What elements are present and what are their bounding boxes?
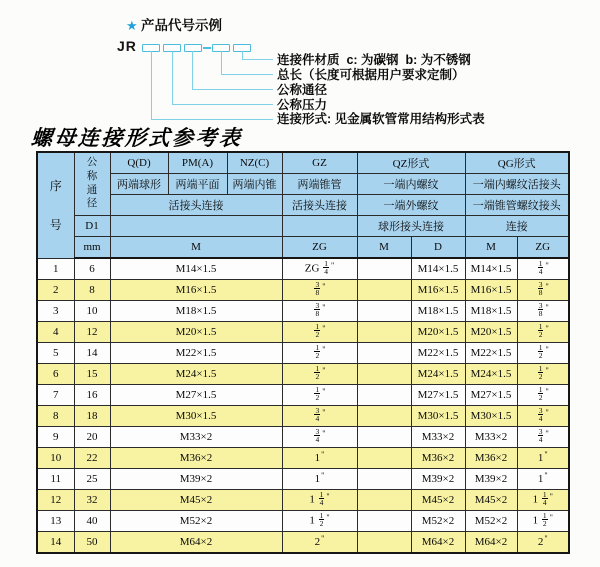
table-row bbox=[37, 322, 569, 343]
cell-dn: 20 bbox=[74, 427, 110, 448]
header-type-q: Q(D) bbox=[110, 152, 168, 174]
table-row bbox=[37, 301, 569, 322]
cell-dn: 14 bbox=[74, 343, 110, 364]
label-nominal-pressure: 公称压力 bbox=[277, 98, 328, 112]
inch-mark: " bbox=[545, 365, 549, 375]
header-thread-d: D bbox=[411, 237, 465, 259]
cell-dn: 50 bbox=[74, 532, 110, 554]
cell-qg_m: M24×1.5 bbox=[465, 364, 517, 385]
table-row bbox=[37, 343, 569, 364]
table-row bbox=[37, 258, 569, 280]
fraction: $\frac{1}{4}$ bbox=[542, 490, 547, 507]
inch-mark: " bbox=[545, 323, 549, 333]
cell-qg_zg: 1" bbox=[517, 448, 569, 469]
cell-qg_m: M64×2 bbox=[465, 532, 517, 554]
cell-no: 14 bbox=[37, 532, 74, 554]
inch-mark: " bbox=[544, 534, 548, 543]
cell-m: M33×2 bbox=[110, 427, 282, 448]
fraction: $\frac{3}{4}$ bbox=[538, 406, 543, 423]
inch-mark: " bbox=[544, 471, 548, 480]
inch-mark: " bbox=[545, 344, 549, 354]
cell-qz_d: M27×1.5 bbox=[411, 385, 465, 406]
cell-dn: 22 bbox=[74, 448, 110, 469]
cell-no: 10 bbox=[37, 448, 74, 469]
cell-qz_m bbox=[357, 406, 411, 427]
table-row bbox=[37, 364, 569, 385]
fraction: $\frac{1}{2}$ bbox=[315, 322, 320, 339]
cell-m: M45×2 bbox=[110, 490, 282, 511]
header-end-nz: 两端内锥 bbox=[227, 174, 282, 195]
inch-mark: " bbox=[545, 386, 549, 396]
fraction: $\frac{3}{4}$ bbox=[315, 427, 320, 444]
cell-qz_d: M18×1.5 bbox=[411, 301, 465, 322]
empty-cell bbox=[282, 216, 357, 237]
header-unit: mm bbox=[74, 237, 110, 259]
cell-qg_zg bbox=[517, 258, 569, 280]
cell-dn: 8 bbox=[74, 280, 110, 301]
cell-qg_m: M27×1.5 bbox=[465, 385, 517, 406]
cell-m: M18×1.5 bbox=[110, 301, 282, 322]
diagram-title: 产品代号示例 bbox=[141, 18, 222, 33]
inch-mark: " bbox=[545, 281, 549, 291]
inch-mark: " bbox=[322, 281, 326, 291]
fraction: $\frac{1}{2}$ bbox=[315, 385, 320, 402]
inch-mark: " bbox=[322, 323, 326, 333]
cell-gz bbox=[282, 343, 357, 364]
cell-dn: 16 bbox=[74, 385, 110, 406]
cell-no: 6 bbox=[37, 364, 74, 385]
cell-qz_d: M52×2 bbox=[411, 511, 465, 532]
header-thread-m2: M bbox=[357, 237, 411, 259]
cell-qz_d: M33×2 bbox=[411, 427, 465, 448]
fraction: $\frac{3}{8}$ bbox=[538, 280, 543, 297]
cell-qz_d: M39×2 bbox=[411, 469, 465, 490]
cell-qz_d: M36×2 bbox=[411, 448, 465, 469]
inch-mark: " bbox=[322, 302, 326, 312]
cell-gz bbox=[282, 406, 357, 427]
cell-m: M27×1.5 bbox=[110, 385, 282, 406]
inch-mark: " bbox=[326, 491, 330, 501]
inch-mark: " bbox=[322, 365, 326, 375]
header-end-q: 两端球形 bbox=[110, 174, 168, 195]
header-thread-zg2: ZG bbox=[517, 237, 569, 259]
header-thread-m3: M bbox=[465, 237, 517, 259]
header-type-pm: PM(A) bbox=[168, 152, 227, 174]
cell-qz_d: M20×1.5 bbox=[411, 322, 465, 343]
cell-m: M36×2 bbox=[110, 448, 282, 469]
cell-qz_m bbox=[357, 322, 411, 343]
header-conn-union: 活接头连接 bbox=[110, 195, 282, 216]
cell-qg_m: M52×2 bbox=[465, 511, 517, 532]
table-body bbox=[37, 258, 569, 553]
cell-qg_m: M14×1.5 bbox=[465, 258, 517, 280]
cell-qz_d: M30×1.5 bbox=[411, 406, 465, 427]
fraction: $\frac{3}{8}$ bbox=[315, 301, 320, 318]
cell-dn: 10 bbox=[74, 301, 110, 322]
cell-qg_zg bbox=[517, 427, 569, 448]
table-row bbox=[37, 427, 569, 448]
fraction: $\frac{1}{2}$ bbox=[315, 343, 320, 360]
header-type-qg: QG形式 bbox=[465, 152, 569, 174]
cell-qz_m bbox=[357, 385, 411, 406]
cell-gz bbox=[282, 322, 357, 343]
inch-mark: " bbox=[545, 302, 549, 312]
table-row bbox=[37, 448, 569, 469]
fraction: $\frac{3}{8}$ bbox=[315, 280, 320, 297]
inch-mark: " bbox=[326, 512, 330, 522]
fraction: $\frac{1}{4}$ bbox=[324, 259, 328, 276]
fraction: $\frac{1}{4}$ bbox=[319, 490, 324, 507]
table-row bbox=[37, 406, 569, 427]
header-thread-m1: M bbox=[110, 237, 282, 259]
fraction: $\frac{3}{4}$ bbox=[315, 406, 320, 423]
header-conn-qz: 一端外螺纹 bbox=[357, 195, 465, 216]
cell-no: 4 bbox=[37, 322, 74, 343]
inch-mark: " bbox=[322, 344, 326, 354]
header-end-gz: 两端锥管 bbox=[282, 174, 357, 195]
table-row bbox=[37, 469, 569, 490]
fraction: $\frac{1}{2}$ bbox=[538, 343, 543, 360]
inch-mark: " bbox=[545, 260, 549, 270]
fraction: $\frac{1}{2}$ bbox=[538, 322, 543, 339]
cell-no: 1 bbox=[37, 258, 74, 280]
inch-mark: " bbox=[322, 428, 326, 438]
cell-qg_m: M22×1.5 bbox=[465, 343, 517, 364]
cell-qz_d: M22×1.5 bbox=[411, 343, 465, 364]
inch-mark: " bbox=[549, 491, 553, 501]
cell-gz bbox=[282, 301, 357, 322]
cell-qg_m: M16×1.5 bbox=[465, 280, 517, 301]
label-connection-type: 连接形式: 见金属软管常用结构形式表 bbox=[277, 112, 485, 126]
cell-gz: ZG $\frac{1}{4}$ " bbox=[282, 258, 357, 280]
cell-gz bbox=[282, 427, 357, 448]
cell-gz: 1 $\frac{1}{2}$ " bbox=[282, 511, 357, 532]
inch-mark: " bbox=[321, 450, 325, 459]
fraction: $\frac{1}{2}$ bbox=[542, 511, 547, 528]
cell-qz_m bbox=[357, 448, 411, 469]
inch-mark: " bbox=[321, 534, 325, 543]
fraction: $\frac{3}{4}$ bbox=[538, 427, 543, 444]
cell-qz_m bbox=[357, 511, 411, 532]
cell-qz_d: M14×1.5 bbox=[411, 258, 465, 280]
cell-m: M39×2 bbox=[110, 469, 282, 490]
fraction: $\frac{1}{4}$ bbox=[538, 259, 543, 276]
cell-qz_m bbox=[357, 343, 411, 364]
inch-mark: " bbox=[545, 407, 549, 417]
inch-mark: " bbox=[545, 428, 549, 438]
cell-no: 12 bbox=[37, 490, 74, 511]
cell-qg_m: M18×1.5 bbox=[465, 301, 517, 322]
header-end-qz: 一端内螺纹 bbox=[357, 174, 465, 195]
cell-qz_m bbox=[357, 469, 411, 490]
cell-qz_m bbox=[357, 490, 411, 511]
cell-qg_zg: 1" bbox=[517, 469, 569, 490]
header-end-qg: 一端内螺纹活接头 bbox=[465, 174, 569, 195]
inch-mark: " bbox=[322, 407, 326, 417]
cell-dn: 40 bbox=[74, 511, 110, 532]
cell-qg_zg: 1 $\frac{1}{2}$ " bbox=[517, 511, 569, 532]
cell-no: 11 bbox=[37, 469, 74, 490]
fraction: $\frac{3}{8}$ bbox=[538, 301, 543, 318]
cell-qg_zg bbox=[517, 322, 569, 343]
header-conn-gz: 活接头连接 bbox=[282, 195, 357, 216]
cell-qg_zg: 1 $\frac{1}{4}$ " bbox=[517, 490, 569, 511]
cell-qg_zg: 2" bbox=[517, 532, 569, 554]
cell-gz: 2" bbox=[282, 532, 357, 554]
cell-gz bbox=[282, 364, 357, 385]
table-row bbox=[37, 385, 569, 406]
cell-m: M64×2 bbox=[110, 532, 282, 554]
cell-no: 3 bbox=[37, 301, 74, 322]
cell-qg_zg bbox=[517, 280, 569, 301]
fraction: $\frac{1}{2}$ bbox=[538, 385, 543, 402]
cell-gz bbox=[282, 385, 357, 406]
cell-qz_m bbox=[357, 364, 411, 385]
cell-m: M14×1.5 bbox=[110, 258, 282, 280]
header-type-nz: NZ(C) bbox=[227, 152, 282, 174]
cell-qg_zg bbox=[517, 301, 569, 322]
cell-qg_m: M39×2 bbox=[465, 469, 517, 490]
cell-no: 2 bbox=[37, 280, 74, 301]
cell-no: 8 bbox=[37, 406, 74, 427]
table-title: 螺母连接形式参考表 bbox=[30, 125, 244, 150]
header-type-gz: GZ bbox=[282, 152, 357, 174]
cell-qg_zg bbox=[517, 364, 569, 385]
label-nominal-diameter: 公称通径 bbox=[277, 83, 328, 97]
cell-qz_m bbox=[357, 280, 411, 301]
table-row bbox=[37, 280, 569, 301]
inch-mark: " bbox=[549, 512, 553, 522]
cell-gz: 1" bbox=[282, 469, 357, 490]
cell-qg_m: M45×2 bbox=[465, 490, 517, 511]
cell-qg_m: M33×2 bbox=[465, 427, 517, 448]
product-code-prefix: JR bbox=[117, 38, 137, 54]
cell-qz_m bbox=[357, 427, 411, 448]
cell-qz_d: M16×1.5 bbox=[411, 280, 465, 301]
cell-no: 13 bbox=[37, 511, 74, 532]
cell-dn: 12 bbox=[74, 322, 110, 343]
cell-qz_m bbox=[357, 532, 411, 554]
header-thread-zg1: ZG bbox=[282, 237, 357, 259]
cell-qz_d: M64×2 bbox=[411, 532, 465, 554]
fraction: $\frac{1}{2}$ bbox=[315, 364, 320, 381]
header-end-pm: 两端平面 bbox=[168, 174, 227, 195]
table-row bbox=[37, 511, 569, 532]
cell-dn: 18 bbox=[74, 406, 110, 427]
header-seq: 序 号 bbox=[37, 152, 74, 258]
cell-m: M52×2 bbox=[110, 511, 282, 532]
cell-dn: 15 bbox=[74, 364, 110, 385]
fraction: $\frac{1}{2}$ bbox=[319, 511, 324, 528]
header-conn2-qg: 连接 bbox=[465, 216, 569, 237]
cell-gz: 1 $\frac{1}{4}$ " bbox=[282, 490, 357, 511]
cell-dn: 25 bbox=[74, 469, 110, 490]
star-icon: ★ bbox=[126, 18, 138, 33]
cell-dn: 6 bbox=[74, 258, 110, 280]
cell-qz_d: M24×1.5 bbox=[411, 364, 465, 385]
header-type-qz: QZ形式 bbox=[357, 152, 465, 174]
header-conn2-qz: 球形接头连接 bbox=[357, 216, 465, 237]
cell-no: 9 bbox=[37, 427, 74, 448]
cell-qg_zg bbox=[517, 343, 569, 364]
cell-qz_m bbox=[357, 258, 411, 280]
cell-no: 5 bbox=[37, 343, 74, 364]
fraction: $\frac{1}{2}$ bbox=[538, 364, 543, 381]
nut-connection-reference-table bbox=[36, 151, 570, 554]
cell-qg_m: M30×1.5 bbox=[465, 406, 517, 427]
cell-gz bbox=[282, 280, 357, 301]
cell-m: M16×1.5 bbox=[110, 280, 282, 301]
cell-qz_d: M45×2 bbox=[411, 490, 465, 511]
cell-gz: 1" bbox=[282, 448, 357, 469]
table-row bbox=[37, 532, 569, 554]
table-row bbox=[37, 490, 569, 511]
inch-mark: " bbox=[544, 450, 548, 459]
cell-m: M22×1.5 bbox=[110, 343, 282, 364]
header-nominal-diameter: 公 称 通 径 bbox=[74, 152, 110, 216]
cell-qg_m: M20×1.5 bbox=[465, 322, 517, 343]
table-header bbox=[37, 152, 569, 258]
label-material: 连接件材质 c: 为碳钢 b: 为不锈钢 bbox=[277, 53, 471, 67]
cell-m: M20×1.5 bbox=[110, 322, 282, 343]
cell-qg_zg bbox=[517, 385, 569, 406]
inch-mark: " bbox=[330, 260, 335, 270]
inch-mark: " bbox=[321, 471, 325, 480]
cell-qg_m: M36×2 bbox=[465, 448, 517, 469]
header-d1: D1 bbox=[74, 216, 110, 237]
cell-dn: 32 bbox=[74, 490, 110, 511]
cell-m: M30×1.5 bbox=[110, 406, 282, 427]
empty-cell bbox=[110, 216, 282, 237]
label-total-length: 总长（长度可根据用户要求定制） bbox=[277, 68, 465, 82]
cell-qz_m bbox=[357, 301, 411, 322]
cell-m: M24×1.5 bbox=[110, 364, 282, 385]
header-conn-qg: 一端锥管螺纹接头 bbox=[465, 195, 569, 216]
code-dash bbox=[203, 47, 211, 49]
connector-line bbox=[151, 51, 273, 120]
cell-no: 7 bbox=[37, 385, 74, 406]
inch-mark: " bbox=[322, 386, 326, 396]
cell-qg_zg bbox=[517, 406, 569, 427]
